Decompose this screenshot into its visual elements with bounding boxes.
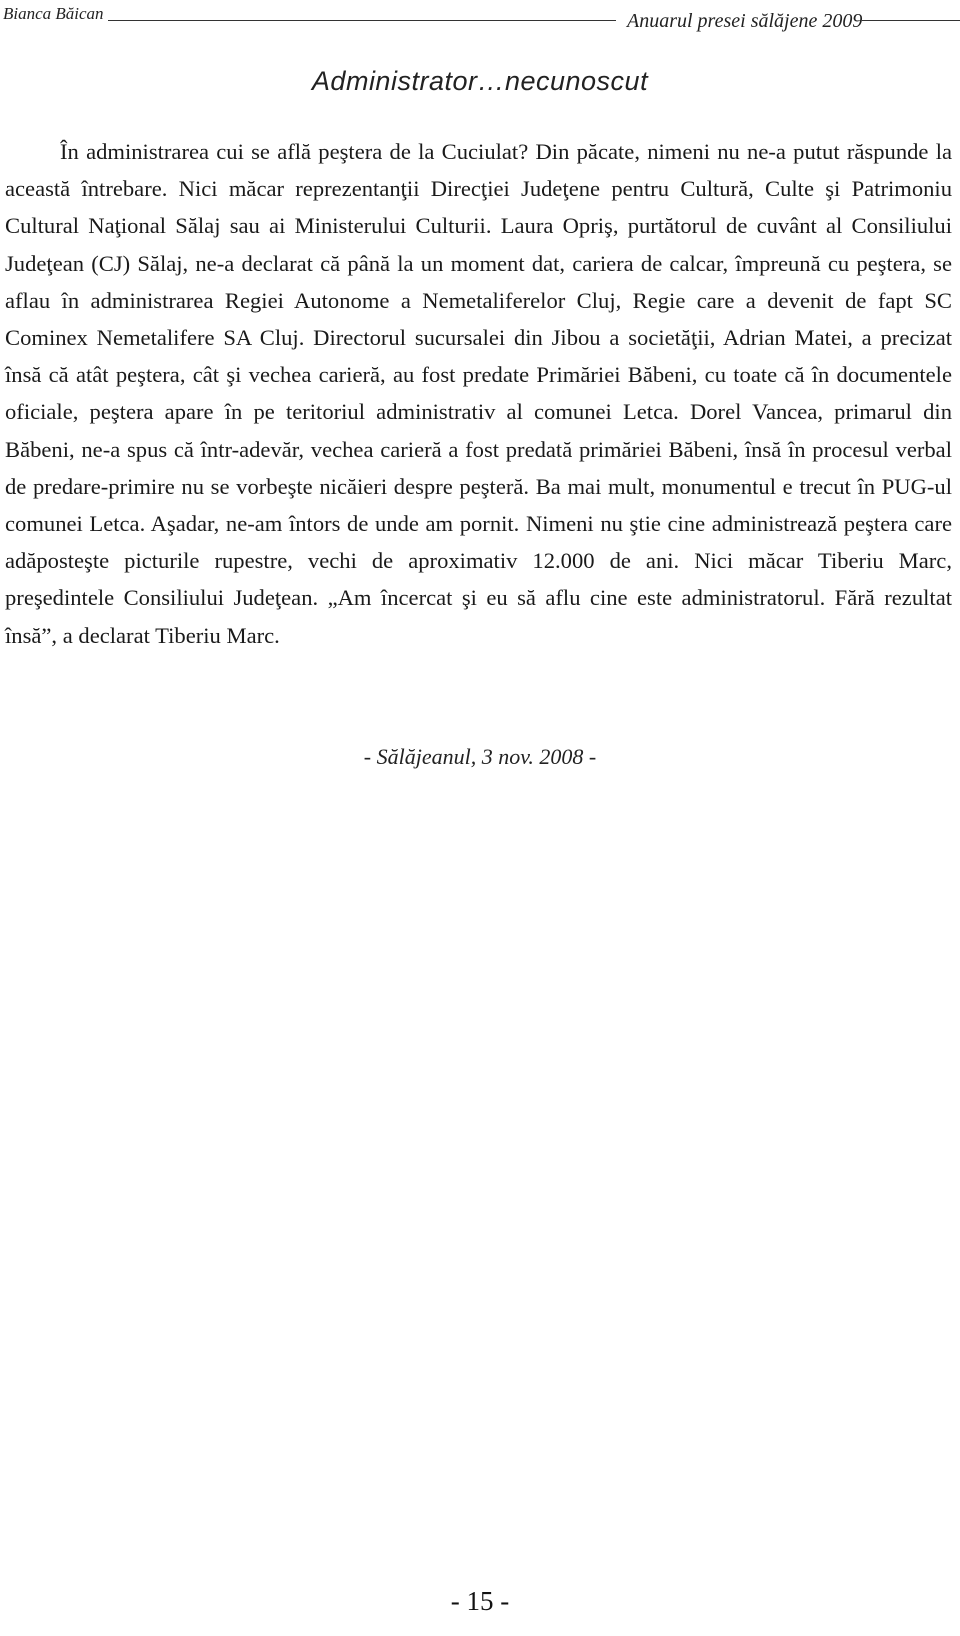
running-header <box>0 0 960 40</box>
header-publication: Anuarul presei sălăjene 2009 <box>627 10 863 32</box>
article-source: - Sălăjeanul, 3 nov. 2008 - <box>363 744 597 769</box>
header-rule-right <box>862 20 960 21</box>
header-author: Bianca Băican <box>3 4 104 23</box>
article-title: Administrator…necunoscut <box>311 66 649 96</box>
page-number: - 15 - <box>450 1586 510 1616</box>
header-rule-left <box>108 20 616 21</box>
article-body: În administrarea cui se află peştera de la Cuciulat? Din păcate, nimeni nu ne-a putut răspunde la această întrebare. Nici măcar reprezentanţii Direcţiei Judeţene pentru Cultură, Culte şi Patrimoniu Cultural Naţional Sălaj sau ai Ministerului Culturii. Laura Opriş, purtătorul de cuvânt al Consiliului Judeţean (CJ) Sălaj, ne-a declarat că până la un moment dat, cariera de calcar, împreună cu peştera, se aflau în administrarea Regiei Autonome a Nemetaliferelor Cluj, Regie care a devenit de fapt SC Cominex Nemetalifere SA Cluj. Directorul sucursalei din Jibou a societăţii, Adrian Matei, a precizat însă că atât peştera, cât şi vechea carieră, au fost predate Primăriei Băbeni, cu toate că în documentele oficiale, peştera apare în pe teritoriul administrativ al comunei Letca. Dorel Vancea, primarul din Băbeni, ne-a spus că într-adevăr, vechea carieră a fost predată primăriei Băbeni, însă în procesul verbal de predare-primire nu se vorbeşte nicăieri despre peşteră. Ba mai mult, monumentul e trecut în PUG-ul comunei Letca. Aşadar, ne-am întors de unde am pornit. Nimeni nu ştie cine administrează peştera care adăposteşte picturile rupestre, vechi de aproximativ 12.000 de ani. Nici măcar Tiberiu Marc, preşedintele Consiliului Judeţean. „Am încercat şi eu să aflu cine este administratorul. Fără rezultat însă”, a declarat Tiberiu Marc. <box>5 139 952 648</box>
